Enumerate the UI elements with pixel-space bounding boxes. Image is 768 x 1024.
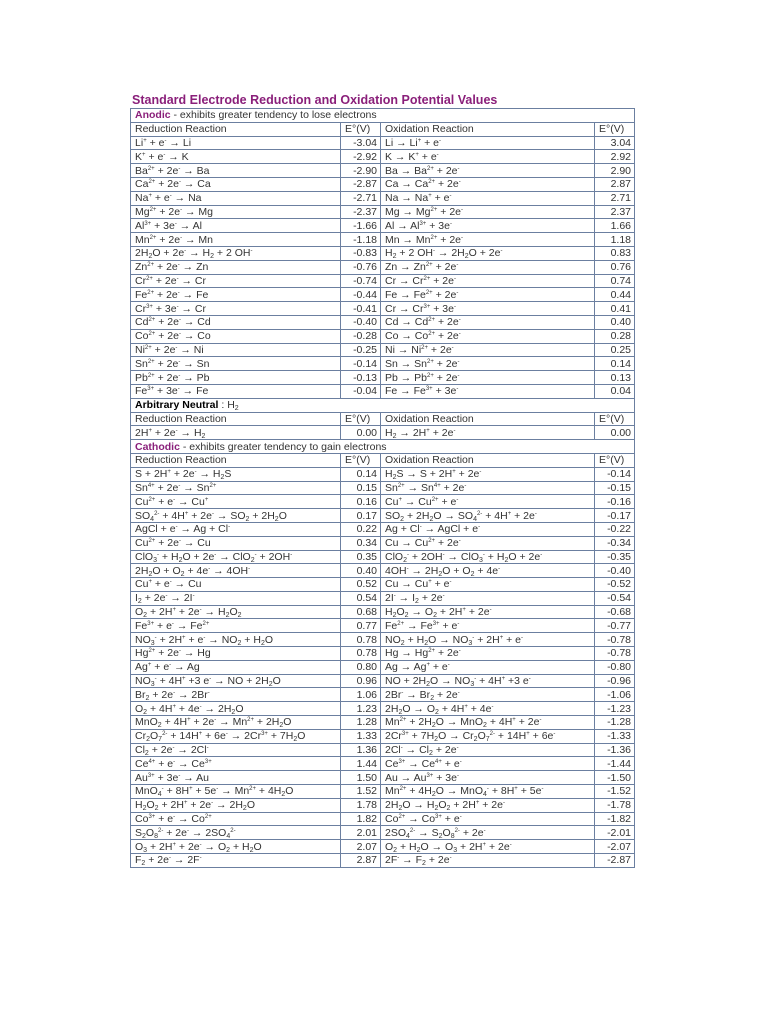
oxidation-reaction: $Sn \to Sn^{2+} + 2e^-$ [381, 357, 595, 371]
oxidation-potential: -0.78 [595, 633, 635, 647]
table-row [131, 357, 635, 371]
reduction-potential: -0.14 [341, 357, 381, 371]
table-row [131, 564, 635, 578]
oxidation-reaction: $Co \to Co^{2+} + 2e^-$ [381, 329, 595, 343]
oxidation-potential: 2.90 [595, 164, 635, 178]
oxidation-reaction: $Mg \to Mg^{2+} + 2e^-$ [381, 205, 595, 219]
oxidation-potential: 0.25 [595, 343, 635, 357]
oxidation-potential: 2.87 [595, 177, 635, 191]
oxidation-potential: 2.37 [595, 205, 635, 219]
oxidation-reaction: Ag → Ag+ + e- [381, 660, 595, 674]
reduction-reaction: $I_2 + 2e^- \to 2I^-$ [131, 591, 341, 605]
reduction-potential: -0.40 [341, 315, 381, 329]
table-row [131, 854, 635, 868]
table-row [131, 136, 635, 150]
reduction-reaction: $O_2 + 4H^+ + 4e^- \to 2H_2O$ [131, 702, 341, 716]
oxidation-potential: -0.96 [595, 674, 635, 688]
oxidation-reaction: $2H_2O \to O_2 + 4H^+ + 4e^-$ [381, 702, 595, 716]
table-row [131, 371, 635, 385]
oxidation-potential: -0.15 [595, 481, 635, 495]
table-row [131, 550, 635, 564]
oxidation-potential: -0.52 [595, 578, 635, 592]
table-row [131, 605, 635, 619]
reduction-reaction: Li+ + e- → Li [131, 136, 341, 150]
reduction-reaction: $Pb^{2+} + 2e^- \to Pb$ [131, 371, 341, 385]
reduction-potential: 0.40 [341, 564, 381, 578]
table-row [131, 729, 635, 743]
reduction-potential: 1.82 [341, 812, 381, 826]
reduction-reaction: $Cr^{2+} + 2e^- \to Cr$ [131, 274, 341, 288]
reduction-reaction: $Zn^{2+} + 2e^- \to Zn$ [131, 260, 341, 274]
oxidation-reaction: $Cr \to Cr^{2+} + 2e^-$ [381, 274, 595, 288]
oxidation-reaction: $2H_2O \to H_2O_2 + 2H^+ + 2e^-$ [381, 798, 595, 812]
reduction-reaction: Ag+ + e- → Ag [131, 660, 341, 674]
oxidation-reaction: $Zn \to Zn^{2+} + 2e^-$ [381, 260, 595, 274]
reduction-potential: -2.90 [341, 164, 381, 178]
reduction-reaction: $Cl_2 + 2e^- \to 2Cl^-$ [131, 743, 341, 757]
oxidation-reaction: $SO_2 + 2H_2O \to SO_4^{2-} + 4H^+ + 2e^-$ [381, 509, 595, 523]
table-row [131, 177, 635, 191]
page-title: Standard Electrode Reduction and Oxidation Potential Values [132, 93, 498, 107]
table-row [131, 481, 635, 495]
oxidation-header: Oxidation Reaction [381, 453, 595, 467]
oxidation-potential: -0.34 [595, 536, 635, 550]
oxidation-reaction: $Cu^+ \to Cu^{2+} + e^-$ [381, 495, 595, 509]
table-row [131, 660, 635, 674]
reduction-potential: 1.06 [341, 688, 381, 702]
reduction-potential: 0.35 [341, 550, 381, 564]
reduction-potential: -1.18 [341, 233, 381, 247]
table-row [131, 785, 635, 799]
oxidation-reaction: $4OH^- \to 2H_2O + O_2 + 4e^-$ [381, 564, 595, 578]
oxidation-reaction: $2Cr^{3+} + 7H_2O \to Cr_2O_7^{2-} + 14H^+ + 6e^-$ [381, 729, 595, 743]
table-row [131, 426, 635, 440]
reduction-potential: 0.34 [341, 536, 381, 550]
potential-header: E°(V) [595, 453, 635, 467]
table-row [131, 743, 635, 757]
reduction-reaction: $MnO_4^- + 8H^+ + 5e^- \to Mn^{2+} + 4H_2O$ [131, 785, 341, 799]
oxidation-reaction: $Mn^{2+} + 4H_2O \to MnO_4^- + 8H^+ + 5e^-$ [381, 785, 595, 799]
reduction-potential: 1.28 [341, 716, 381, 730]
table-row [131, 812, 635, 826]
reduction-reaction: $Al^{3+} + 3e^- \to Al$ [131, 219, 341, 233]
reduction-potential: 0.16 [341, 495, 381, 509]
oxidation-potential: -1.52 [595, 785, 635, 799]
reduction-reaction: $Ba^{2+} + 2e^- \to Ba$ [131, 164, 341, 178]
reduction-potential: -0.41 [341, 302, 381, 316]
oxidation-potential: 0.40 [595, 315, 635, 329]
reduction-potential: -0.74 [341, 274, 381, 288]
oxidation-potential: 2.92 [595, 150, 635, 164]
oxidation-reaction: $Cu \to Cu^{2+} + 2e^-$ [381, 536, 595, 550]
table-row [131, 798, 635, 812]
oxidation-reaction: $Ni \to Ni^{2+} + 2e^-$ [381, 343, 595, 357]
reduction-reaction: $2H_2O + 2e^- \to H_2 + 2$ OH- [131, 246, 341, 260]
reduction-reaction: $SO_4^{2-} + 4H^+ + 2e^- \to SO_2 + 2H_2O$ [131, 509, 341, 523]
potentials-table-body [131, 109, 635, 868]
table-row [131, 467, 635, 481]
table-row [131, 164, 635, 178]
reduction-reaction: $Au^{3+} + 3e^- \to Au$ [131, 771, 341, 785]
reduction-potential: -2.92 [341, 150, 381, 164]
oxidation-potential: -0.14 [595, 467, 635, 481]
table-row [131, 302, 635, 316]
reduction-potential: -0.76 [341, 260, 381, 274]
reduction-potential: 0.52 [341, 578, 381, 592]
oxidation-reaction: $O_2 + H_2O \to O_3 + 2H^+ + 2e^-$ [381, 840, 595, 854]
table-row [131, 840, 635, 854]
section-title: Cathodic [135, 440, 180, 453]
reduction-reaction: $Cr^{3+} + 3e^- \to Cr$ [131, 302, 341, 316]
reduction-potential: 0.78 [341, 647, 381, 661]
table-row [131, 150, 635, 164]
oxidation-potential: -1.82 [595, 812, 635, 826]
oxidation-potential: -1.50 [595, 771, 635, 785]
table-row [131, 329, 635, 343]
table-row [131, 315, 635, 329]
reduction-reaction: $Fe^{3+} + 3e^- \to Fe$ [131, 384, 341, 398]
reduction-potential: 1.52 [341, 785, 381, 799]
reduction-potential: -0.28 [341, 329, 381, 343]
reduction-reaction: $Fe^{2+} + 2e^- \to Fe$ [131, 288, 341, 302]
table-row [131, 826, 635, 840]
reduction-reaction: $NO_3^- + 2H^+ + e^- \to NO_2 + H_2O$ [131, 633, 341, 647]
oxidation-reaction: Li → Li+ + e- [381, 136, 595, 150]
potential-header: E°(V) [341, 122, 381, 136]
oxidation-potential: 2.71 [595, 191, 635, 205]
oxidation-reaction: $Co^{2+} \to Co^{3+} + e^-$ [381, 812, 595, 826]
table-row [131, 191, 635, 205]
section-header [131, 398, 635, 412]
table-row [131, 688, 635, 702]
oxidation-reaction: $H_2 + 2$ $OH^- \to 2H_2O + 2e^-$ [381, 246, 595, 260]
reduction-potential: 1.78 [341, 798, 381, 812]
oxidation-reaction: $Cr \to Cr^{3+} + 3e^-$ [381, 302, 595, 316]
oxidation-reaction: $H_2 \to 2H^+ + 2e^-$ [381, 426, 595, 440]
reduction-potential: 1.33 [341, 729, 381, 743]
reduction-reaction: $H_2O_2 + 2H^+ + 2e^- \to 2H_2O$ [131, 798, 341, 812]
table-row [131, 509, 635, 523]
section-title: Arbitrary Neutral [135, 399, 219, 412]
reduction-potential: 1.36 [341, 743, 381, 757]
oxidation-potential: -0.17 [595, 509, 635, 523]
reduction-reaction: $Sn^{4+} + 2e^- \to Sn^{2+}$ [131, 481, 341, 495]
oxidation-potential: 1.18 [595, 233, 635, 247]
reduction-header: Reduction Reaction [131, 412, 341, 426]
section-header [131, 109, 635, 123]
oxidation-potential: -2.01 [595, 826, 635, 840]
potential-header: E°(V) [595, 122, 635, 136]
oxidation-reaction: $Mn \to Mn^{2+} + 2e^-$ [381, 233, 595, 247]
oxidation-reaction: $Ba \to Ba^{2+} + 2e^-$ [381, 164, 595, 178]
oxidation-potential: -1.06 [595, 688, 635, 702]
reduction-reaction: $2H_2O + O_2 + 4e^- \to 4OH^-$ [131, 564, 341, 578]
reduction-potential: 2.07 [341, 840, 381, 854]
reduction-reaction: $S + 2H^+ + 2e^- \to H_2S$ [131, 467, 341, 481]
oxidation-reaction: $Hg \to Hg^{2+} + 2e^-$ [381, 647, 595, 661]
oxidation-potential: 0.14 [595, 357, 635, 371]
reduction-potential: 1.44 [341, 757, 381, 771]
reduction-reaction: $Co^{3+} + e^- \to Co^{2+}$ [131, 812, 341, 826]
section-subtitle: - exhibits greater tendency to lose electrons [170, 109, 377, 122]
document [130, 92, 634, 868]
oxidation-reaction: $2Cl^- \to Cl_2 + 2e^-$ [381, 743, 595, 757]
reduction-potential: -3.04 [341, 136, 381, 150]
oxidation-reaction: $2F^- \to F_2 + 2e^-$ [381, 854, 595, 868]
reduction-potential: -2.37 [341, 205, 381, 219]
oxidation-potential: -1.33 [595, 729, 635, 743]
reduction-reaction: $Ce^{4+} + e^- \to Ce^{3+}$ [131, 757, 341, 771]
reduction-potential: 0.15 [341, 481, 381, 495]
oxidation-potential: -0.22 [595, 522, 635, 536]
table-row [131, 674, 635, 688]
reduction-reaction: $Co^{2+} + 2e^- \to Co$ [131, 329, 341, 343]
reduction-reaction: $ClO_3^- + H_2O + 2e^- \to ClO_2^- + 2OH^-$ [131, 550, 341, 564]
reduction-reaction: $Cu^{2+} + 2e^- \to Cu$ [131, 536, 341, 550]
reduction-reaction: $Ni^{2+} + 2e^- \to Ni$ [131, 343, 341, 357]
oxidation-potential: -1.28 [595, 716, 635, 730]
table-row [131, 716, 635, 730]
oxidation-reaction: $Ce^{3+} \to Ce^{4+} + e^-$ [381, 757, 595, 771]
oxidation-reaction: NO + $2H_2O \to NO_3^- + 4H^+ +3$ e- [381, 674, 595, 688]
potential-header: E°(V) [341, 453, 381, 467]
oxidation-potential: -1.23 [595, 702, 635, 716]
reduction-header: Reduction Reaction [131, 453, 341, 467]
reduction-potential: 0.78 [341, 633, 381, 647]
oxidation-reaction: $2I^- \to I_2 + 2e^-$ [381, 591, 595, 605]
oxidation-potential: 0.74 [595, 274, 635, 288]
column-header-row [131, 412, 635, 426]
oxidation-potential: -0.77 [595, 619, 635, 633]
reduction-reaction: $Hg^{2+} + 2e^- \to Hg$ [131, 647, 341, 661]
reduction-reaction: $Br_2 + 2e^- \to 2Br^-$ [131, 688, 341, 702]
oxidation-potential: -0.80 [595, 660, 635, 674]
potential-header: E°(V) [595, 412, 635, 426]
oxidation-reaction: $2Br^- \to Br_2 + 2e^-$ [381, 688, 595, 702]
oxidation-potential: -0.54 [595, 591, 635, 605]
oxidation-header: Oxidation Reaction [381, 122, 595, 136]
oxidation-potential: -1.36 [595, 743, 635, 757]
reduction-reaction: $O_3 + 2H^+ + 2e^- \to O_2 + H_2O$ [131, 840, 341, 854]
reduction-reaction: $Ca^{2+} + 2e^- \to Ca$ [131, 177, 341, 191]
table-row [131, 757, 635, 771]
reduction-reaction: $Cd^{2+} + 2e^- \to Cd$ [131, 315, 341, 329]
oxidation-potential: -0.35 [595, 550, 635, 564]
potentials-table [130, 108, 635, 868]
oxidation-reaction: K → K+ + e- [381, 150, 595, 164]
table-row [131, 274, 635, 288]
reduction-potential: -0.44 [341, 288, 381, 302]
section-subtitle: : $H_2$ [218, 399, 239, 413]
potential-header: E°(V) [341, 412, 381, 426]
reduction-reaction: $MnO_2 + 4H^+ + 2e^- \to Mn^{2+} + 2H_2O$ [131, 716, 341, 730]
reduction-potential: -1.66 [341, 219, 381, 233]
oxidation-reaction: $NO_2 + H_2O \to NO_3^- + 2H^+ + e^-$ [381, 633, 595, 647]
oxidation-reaction: $Ca \to Ca^{2+} + 2e^-$ [381, 177, 595, 191]
table-row [131, 246, 635, 260]
reduction-potential: 0.77 [341, 619, 381, 633]
oxidation-potential: 0.76 [595, 260, 635, 274]
oxidation-potential: -0.16 [595, 495, 635, 509]
column-header-row [131, 122, 635, 136]
oxidation-reaction: $Pb \to Pb^{2+} + 2e^-$ [381, 371, 595, 385]
reduction-potential: 0.14 [341, 467, 381, 481]
oxidation-potential: -1.44 [595, 757, 635, 771]
table-row [131, 343, 635, 357]
reduction-reaction: Na+ + e- → Na [131, 191, 341, 205]
reduction-potential: 0.00 [341, 426, 381, 440]
section-header-row [131, 109, 635, 123]
reduction-potential: 1.50 [341, 771, 381, 785]
reduction-reaction: Cu+ + e- → Cu [131, 578, 341, 592]
oxidation-potential: 0.04 [595, 384, 635, 398]
reduction-potential: 1.23 [341, 702, 381, 716]
oxidation-reaction: $Au \to Au^{3+} + 3e^-$ [381, 771, 595, 785]
oxidation-potential: 0.41 [595, 302, 635, 316]
table-row [131, 205, 635, 219]
oxidation-reaction: Cu → Cu+ + e- [381, 578, 595, 592]
reduction-potential: -0.13 [341, 371, 381, 385]
reduction-reaction: $Mn^{2+} + 2e^- \to Mn$ [131, 233, 341, 247]
section-subtitle: - exhibits greater tendency to gain electrons [179, 440, 387, 453]
reduction-reaction: $Sn^{2+} + 2e^- \to Sn$ [131, 357, 341, 371]
oxidation-reaction: $H_2O_2 \to O_2 + 2H^+ + 2e^-$ [381, 605, 595, 619]
oxidation-potential: -2.87 [595, 854, 635, 868]
reduction-header: Reduction Reaction [131, 122, 341, 136]
reduction-potential: 0.80 [341, 660, 381, 674]
table-row [131, 633, 635, 647]
reduction-reaction: $2H^+ + 2e^- \to H_2$ [131, 426, 341, 440]
oxidation-reaction: $Fe \to Fe^{3+} + 3e^-$ [381, 384, 595, 398]
oxidation-header: Oxidation Reaction [381, 412, 595, 426]
table-row [131, 384, 635, 398]
table-row [131, 702, 635, 716]
table-row [131, 219, 635, 233]
reduction-reaction: $NO_3^- + 4H^+ +3$ e- → NO + $2H_2O$ [131, 674, 341, 688]
oxidation-reaction: $Sn^{2+} \to Sn^{4+} + 2e^-$ [381, 481, 595, 495]
oxidation-potential: -0.68 [595, 605, 635, 619]
reduction-reaction: K+ + e- → K [131, 150, 341, 164]
oxidation-potential: -1.78 [595, 798, 635, 812]
reduction-reaction: $O_2 + 2H^+ + 2e^- \to H_2O_2$ [131, 605, 341, 619]
reduction-potential: -0.04 [341, 384, 381, 398]
oxidation-potential: -2.07 [595, 840, 635, 854]
oxidation-reaction: $Fe^{2+} \to Fe^{3+} + e^-$ [381, 619, 595, 633]
table-row [131, 260, 635, 274]
reduction-reaction: $Mg^{2+} + 2e^- \to Mg$ [131, 205, 341, 219]
oxidation-reaction: $2SO_4^{2-} \to S_2O_8^{2-} + 2e^-$ [381, 826, 595, 840]
reduction-potential: -2.87 [341, 177, 381, 191]
reduction-reaction: $Fe^{3+} + e^- \to Fe^{2+}$ [131, 619, 341, 633]
oxidation-potential: 1.66 [595, 219, 635, 233]
section-header-row [131, 398, 635, 412]
oxidation-reaction: $Cd \to Cd^{2+} + 2e^-$ [381, 315, 595, 329]
oxidation-potential: 0.13 [595, 371, 635, 385]
oxidation-reaction: $Fe \to Fe^{2+} + 2e^-$ [381, 288, 595, 302]
section-title: Anodic [135, 109, 171, 122]
oxidation-potential: 0.83 [595, 246, 635, 260]
oxidation-reaction: Na → Na+ + e- [381, 191, 595, 205]
reduction-potential: 2.01 [341, 826, 381, 840]
oxidation-potential: 0.28 [595, 329, 635, 343]
reduction-reaction: $Cu^{2+} + e^- \to Cu^+$ [131, 495, 341, 509]
oxidation-potential: -0.78 [595, 647, 635, 661]
reduction-potential: -0.25 [341, 343, 381, 357]
section-header-row [131, 440, 635, 454]
table-row [131, 647, 635, 661]
oxidation-reaction: $Mn^{2+} + 2H_2O \to MnO_2 + 4H^+ + 2e^-$ [381, 716, 595, 730]
reduction-potential: 0.68 [341, 605, 381, 619]
reduction-potential: -2.71 [341, 191, 381, 205]
oxidation-potential: -0.40 [595, 564, 635, 578]
oxidation-reaction: $H_2S \to S + 2H^+ + 2e^-$ [381, 467, 595, 481]
table-row [131, 233, 635, 247]
reduction-potential: 0.96 [341, 674, 381, 688]
table-row [131, 578, 635, 592]
reduction-reaction: $S_2O_8^{2-} + 2e^- \to 2SO_4^{2-}$ [131, 826, 341, 840]
table-row [131, 536, 635, 550]
table-row [131, 522, 635, 536]
oxidation-potential: 0.00 [595, 426, 635, 440]
section-header [131, 440, 635, 454]
reduction-potential: 0.22 [341, 522, 381, 536]
oxidation-potential: 3.04 [595, 136, 635, 150]
oxidation-reaction: $ClO_2^- + 2OH^- \to ClO_3^- + H_2O + 2e^-$ [381, 550, 595, 564]
reduction-reaction: AgCl + e- → Ag + Cl- [131, 522, 341, 536]
reduction-reaction: $F_2 + 2e^- \to 2F^-$ [131, 854, 341, 868]
oxidation-potential: 0.44 [595, 288, 635, 302]
reduction-potential: 2.87 [341, 854, 381, 868]
oxidation-reaction: Ag + Cl- → AgCl + e- [381, 522, 595, 536]
reduction-reaction: $Cr_2O_7^{2-} + 14H^+ + 6e^- \to 2Cr^{3+} + 7H_2O$ [131, 729, 341, 743]
reduction-potential: 0.17 [341, 509, 381, 523]
table-row [131, 619, 635, 633]
oxidation-reaction: $Al \to Al^{3+} + 3e^-$ [381, 219, 595, 233]
reduction-potential: -0.83 [341, 246, 381, 260]
table-row [131, 591, 635, 605]
column-header-row [131, 453, 635, 467]
table-row [131, 288, 635, 302]
table-row [131, 771, 635, 785]
reduction-potential: 0.54 [341, 591, 381, 605]
table-row [131, 495, 635, 509]
